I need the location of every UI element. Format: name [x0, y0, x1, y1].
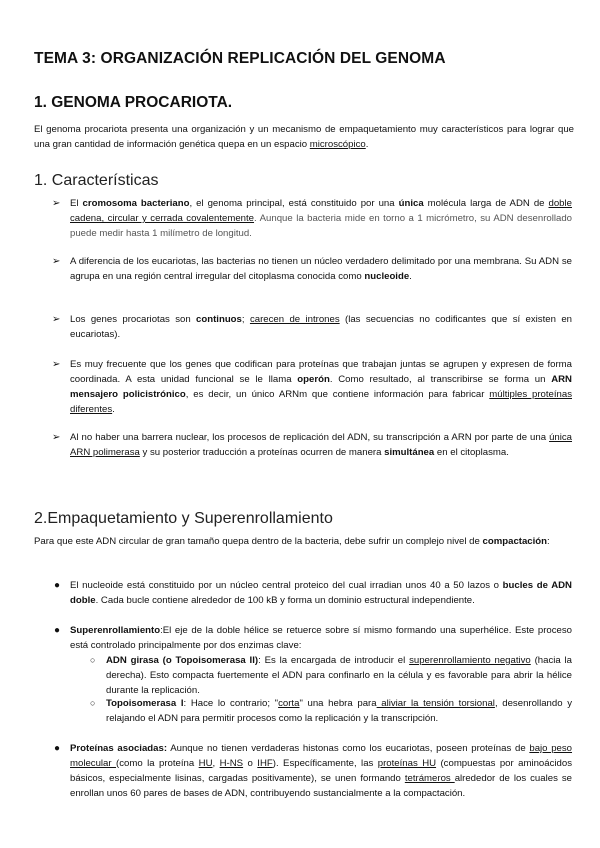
- list-item: ➢ Al no haber una barrera nuclear, los procesos de replicación del ADN, su transcripción a ARN por parte de una única ARN polimerasa y su posterior traducción a proteínas ocurren de manera simultánea en el citoplasma.: [52, 432, 572, 458]
- arrow-bullet-icon: ➢: [52, 198, 61, 209]
- sub-list-item: ○ Topoisomerasa I: Hace lo contrario; "corta" una hebra para aliviar la tensión torsional, desenrollando y relajando el ADN para permitir procesos como la replicación y la transcripción.: [90, 698, 572, 724]
- list-item: ● Superenrollamiento:El eje de la doble hélice se retuerce sobre sí mismo formando una superhélice. Este proceso está controlado principalmente por dos enzimas clave:: [54, 625, 572, 651]
- bullet-dot-icon: ●: [54, 625, 61, 636]
- subsection-heading-empaquetamiento: 2.Empaquetamiento y Superenrollamiento: [34, 510, 333, 527]
- bullet-dot-icon: ●: [54, 580, 61, 591]
- empaquetamiento-intro: Para que este ADN circular de gran tamaño quepa dentro de la bacteria, debe sufrir un complejo nivel de compactación:: [34, 536, 550, 547]
- list-item: ➢ A diferencia de los eucariotas, las bacterias no tienen un núcleo verdadero delimitado por una membrana. Su ADN se agrupa en una región central irregular del citoplasma conocida como nucleoide.: [52, 256, 572, 282]
- list-item: ➢ Es muy frecuente que los genes que codifican para proteínas que trabajan juntas se agrupen y expresen de forma coordinada. A esta unidad funcional se le llama operón. Como resultado, al transcribirse se forma un ARN mensajero policistrónico, es decir, un único ARNm que contiene información para fabricar múltiples proteínas diferentes.: [52, 359, 572, 415]
- list-item: ● El nucleoide está constituido por un núcleo central proteico del cual irradian unos 40 a 50 lazos o bucles de ADN doble. Cada bucle contiene alrededor de 100 kB y forma un dominio estructural independiente.: [54, 580, 572, 606]
- arrow-bullet-icon: ➢: [52, 314, 61, 325]
- bullet-dot-icon: ●: [54, 743, 61, 754]
- arrow-bullet-icon: ➢: [52, 359, 61, 370]
- hollow-bullet-icon: ○: [90, 655, 96, 665]
- sub-list-item: ○ ADN girasa (o Topoisomerasa II): Es la encargada de introducir el superenrollamiento negativo (hacia la derecha). Esto compacta fuertemente el ADN para confinarlo en la célula y es favorable para abrir la hélice durante la replicación.: [90, 655, 572, 696]
- arrow-bullet-icon: ➢: [52, 256, 61, 267]
- document-title: TEMA 3: ORGANIZACIÓN REPLICACIÓN DEL GENOMA: [34, 50, 446, 67]
- hollow-bullet-icon: ○: [90, 698, 96, 708]
- list-item: ● Proteínas asociadas: Aunque no tienen verdaderas histonas como los eucariotas, poseen proteínas de bajo peso molecular (como la proteína HU, H-NS o IHF). Específicamente, las proteínas HU (compuestas por aminoácidos básicos, especialmente lisinas, cargadas positivamente), se unen formando tetrámeros alrededor de los cuales se enrollan unos 60 pares de bases de ADN, contribuyendo sustancialmente a la compactación.: [54, 743, 573, 799]
- section-heading-genoma-procariota: 1. GENOMA PROCARIOTA.: [34, 94, 233, 111]
- list-item: ➢ Los genes procariotas son continuos; carecen de intrones (las secuencias no codificantes que sí existen en eucariotas).: [52, 314, 572, 340]
- intro-paragraph: El genoma procariota presenta una organización y un mecanismo de empaquetamiento muy característicos para lograr que una gran cantidad de información genética quepa en un espacio microscópico.: [34, 124, 574, 150]
- subsection-heading-caracteristicas: 1. Características: [34, 172, 159, 189]
- arrow-bullet-icon: ➢: [52, 432, 61, 443]
- list-item: ➢ El cromosoma bacteriano, el genoma principal, está constituido por una única molécula larga de ADN de doble cadena, circular y cerrada covalentemente. Aunque la bacteria mide en torno a 1 micrómetro, su ADN desenrollado puede medir hasta 1 milímetro de longitud.: [52, 198, 572, 239]
